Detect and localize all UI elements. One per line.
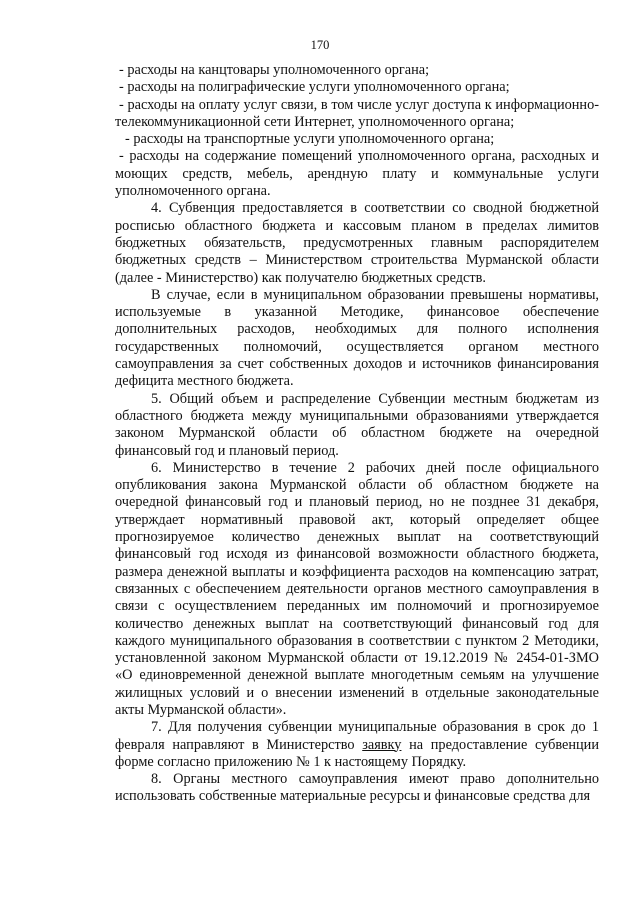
list-item-transport: - расходы на транспортные услуги уполномоченного органа; <box>125 131 495 148</box>
paragraph-5: 5. Общий объем и распределение Субвенции местным бюджетам из областного бюджета между муниципальными образованиями утверждается законом Мурманской области об областном бюджете на очередной финансовый год и плановый период. <box>115 390 599 459</box>
paragraph-7-text-after: на предоставление субвенции форме согласно приложению № 1 к настоящему Порядку. <box>115 736 599 770</box>
paragraph-7-text-before: 7. Для получения субвенции муниципальные образования в срок до 1 февраля направляют в Министерство <box>115 719 599 753</box>
list-item-stationery: - расходы на канцтовары уполномоченного органа; <box>119 62 430 78</box>
paragraph-8: 8. Органы местного самоуправления имеют право дополнительно использовать собственные материальные ресурсы и финансовые средства для <box>115 771 599 805</box>
page-number: 170 <box>310 38 330 52</box>
list-item-communication: - расходы на оплату услуг связи, в том числе услуг доступа к информационно-телекоммуникационной сети Интернет, уполномоченного органа; <box>115 96 599 130</box>
document-body <box>115 62 599 806</box>
list-item-printing: - расходы на полиграфические услуги уполномоченного органа; <box>119 79 510 96</box>
list-item-premises: - расходы на содержание помещений уполномоченного органа, расходных и моющих средств, мебель, арендную плату и коммунальные услуги уполномоченного органа. <box>115 148 599 200</box>
paragraph-6: 6. Министерство в течение 2 рабочих дней после официального опубликования закона Мурманской области об областном бюджете на очередной финансовый год и плановый период, но не позднее 31 декабря, утверждает нормативный правовой акт, который определяет общее прогнозируемое количество денежных выплат на соответствующий финансовый год исходя из финансовой возможности областного бюджета, размера денежной выплаты и коэффициента расходов на компенсацию затрат, связанных с обеспечением деятельности органов местного самоуправления в связи с осуществлением переданных им полномочий и прогнозируемое количество денежных выплат на соответствующий финансовый год для каждого муниципального образования в соответствии с пунктом 2 Методики, установленной законом Мурманской области от 19.12.2019 № 2454-01-ЗМО «О единовременной денежной выплате многодетным семьям на улучшение жилищных условий и о внесении изменений в отдельные законодательные акты Мурманской области». <box>115 459 599 718</box>
application-link[interactable]: заявку <box>362 736 402 753</box>
paragraph-7 <box>115 719 599 771</box>
paragraph-4: 4. Субвенция предоставляется в соответствии со сводной бюджетной росписью областного бюджета и кассовым планом в пределах лимитов бюджетных обязательств, предусмотренных главным распорядителем бюджетных средств – Министерством строительства Мурманской области (далее - Министерство) как получателю бюджетных средств. <box>115 200 599 286</box>
paragraph-4-exceeded: В случае, если в муниципальном образовании превышены нормативы, используемые в указанной Методике, финансовое обеспечение дополнительных расходов, необходимых для полного исполнения государственных полномочий, осуществляется органом местного самоуправления за счет собственных доходов и источников финансирования дефицита местного бюджета. <box>115 286 599 390</box>
